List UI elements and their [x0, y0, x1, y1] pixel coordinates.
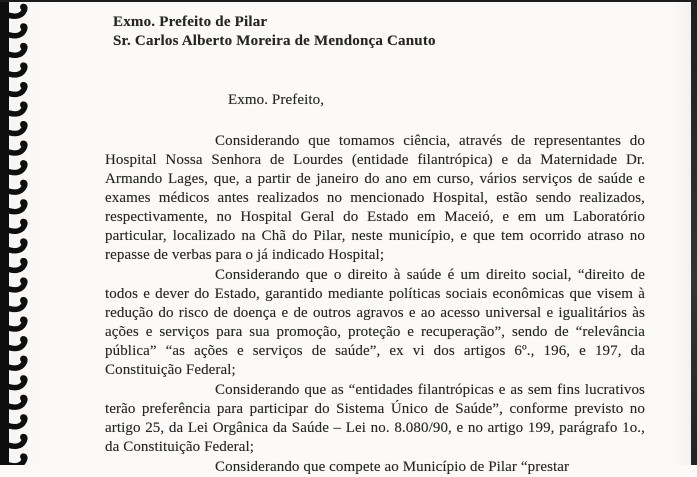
letter-body [105, 0, 645, 477]
comb-binding [0, 0, 34, 465]
letter-paragraph: Considerando que tomamos ciência, através de representantes do Hospital Nossa Senhora de Lourdes (entidade filantrópica) e da Maternidade Dr. Armando Lages, que, a partir de janeiro do ano em curso, vários serviços de saúde e exames médicos antes realizados no mencionado Hospital, estão sendo realizados, respectivamente, no Hospital Geral do Estado em Maceió, e em um Laboratório particular, localizado na Chã do Pilar, neste município, e que tem ocorrido atraso no repasse de verbas para o já indicado Hospital; [105, 133, 645, 263]
letter-paragraph: Considerando que o direito à saúde é um direito social, “direito de todos e dever do Estado, garantido mediante políticas sociais econômicas que visem à redução do risco de doença e de outros agravos e ao acesso universal e igualitários às ações e serviços para sua promoção, proteção e recuperação”, sendo de “relevância pública” “as ações e serviços de saúde”, ex vi dos artigos 6º., 196, e 197, da Constituição Federal; [105, 267, 645, 378]
scan-right-edge [691, 0, 697, 465]
salutation: Exmo. Prefeito, [228, 92, 325, 108]
recipient-address [113, 13, 645, 51]
letter-paragraph: Considerando que as “entidades filantrópicas e as sem fins lucrativos terão preferência para participar do Sistema Único de Saúde”, conforme previsto no artigo 25, da Lei Orgânica da Saúde – Lei no. 8.080/90, e no artigo 199, parágrafo 1o., da Constituição Federal; [105, 382, 645, 455]
letter-paragraph: Considerando que compete ao Município de Pilar “prestar [215, 459, 570, 475]
recipient-line: Exmo. Prefeito de Pilar [113, 14, 268, 30]
recipient-line: Sr. Carlos Alberto Moreira de Mendonça Canuto [113, 33, 436, 49]
